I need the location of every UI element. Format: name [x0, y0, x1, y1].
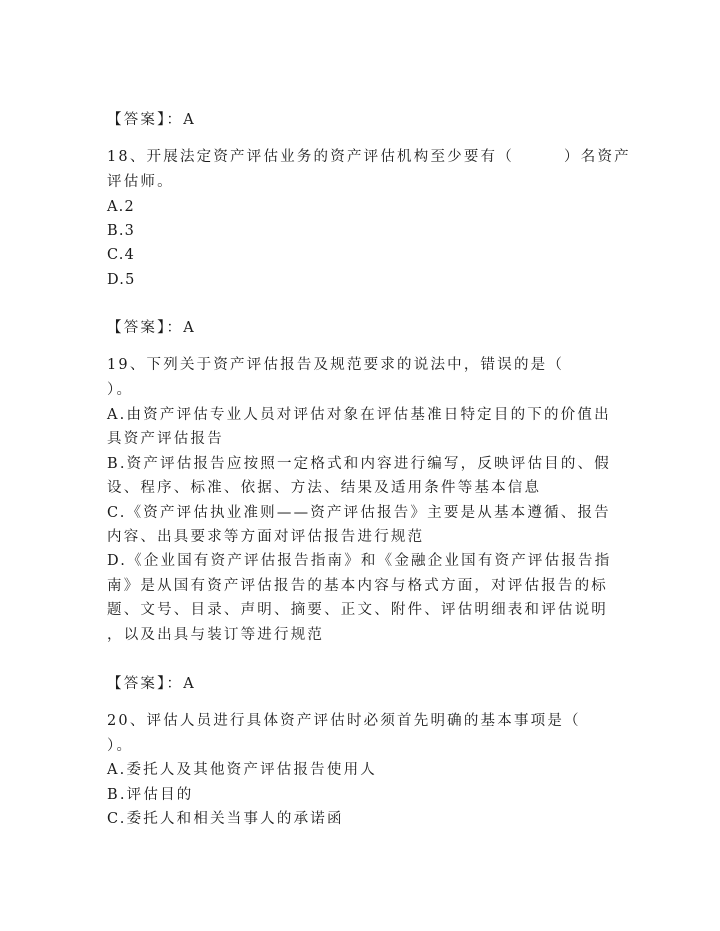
option-19-d-line-1: D.《企业国有资产评估报告指南》和《金融企业国有资产评估报告指	[107, 553, 612, 569]
answer-19: 【答案】：A	[107, 676, 196, 692]
option-19-a-line-1: A.由资产评估专业人员对评估对象在评估基准日特定目的下的价值出	[107, 407, 611, 423]
option-20-a: A.委托人及其他资产评估报告使用人	[107, 762, 377, 778]
option-19-c-line-2: 内容、出具要求等方面对评估报告进行规范	[107, 529, 425, 545]
question-18-line-1: 18、开展法定资产评估业务的资产评估机构至少要有（ ）名资产	[107, 149, 631, 165]
option-19-a-line-2: 具资产评估报告	[107, 431, 224, 447]
option-18-c: C.4	[107, 247, 136, 263]
option-19-d-line-2: 南》是从国有资产评估报告的基本内容与格式方面，对评估报告的标	[107, 578, 608, 594]
option-19-b-line-2: 设、程序、标准、依据、方法、结果及适用条件等基本信息	[107, 480, 542, 496]
question-19-line-2: ）。	[107, 382, 134, 398]
option-18-d: D.5	[107, 272, 136, 288]
question-19-line-1: 19、下列关于资产评估报告及规范要求的说法中，错误的是（	[107, 357, 565, 373]
option-18-a: A.2	[107, 199, 135, 215]
option-19-c-line-1: C.《资产评估执业准则——资产评估报告》主要是从基本遵循、报告	[107, 505, 611, 521]
option-19-d-line-4: ，以及出具与装订等进行规范	[107, 627, 325, 643]
option-19-b-line-1: B.资产评估报告应按照一定格式和内容进行编写，反映评估目的、假	[107, 456, 611, 472]
option-20-c: C.委托人和相关当事人的承诺函	[107, 811, 344, 827]
answer-17: 【答案】：A	[107, 112, 196, 128]
question-18-line-2: 评估师。	[107, 174, 174, 190]
answer-18: 【答案】：A	[107, 320, 196, 336]
option-19-d-line-3: 题、文号、目录、声明、摘要、正文、附件、评估明细表和评估说明	[107, 602, 608, 618]
option-18-b: B.3	[107, 223, 136, 239]
question-20-line-2: ）。	[107, 738, 134, 754]
question-20-line-1: 20、评估人员进行具体资产评估时必须首先明确的基本事项是（	[107, 713, 581, 729]
option-20-b: B.评估目的	[107, 787, 194, 803]
